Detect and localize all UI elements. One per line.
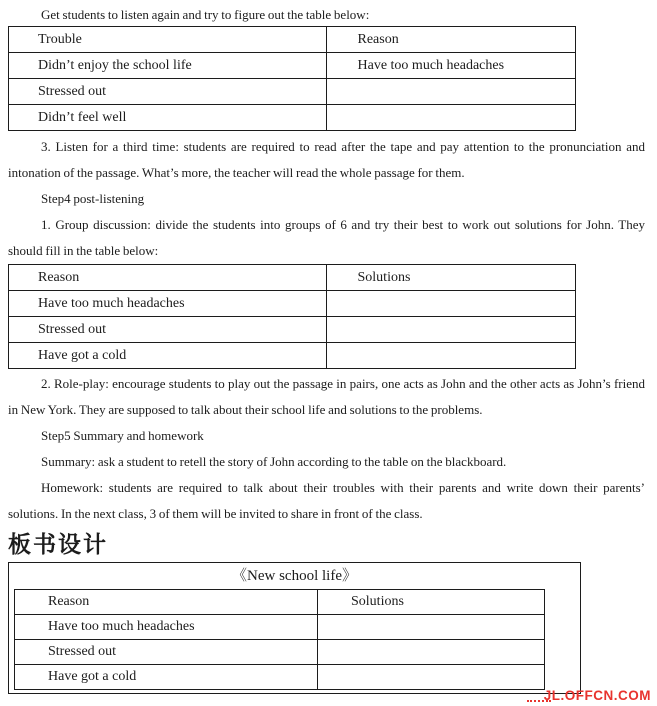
header-cell-trouble: Trouble (9, 27, 327, 53)
header-cell-reason: Reason (9, 265, 327, 291)
table-cell: Stressed out (9, 79, 327, 105)
blackboard-design-box (8, 562, 581, 694)
board-title: 《New school life》 (232, 568, 357, 584)
table-row (15, 615, 545, 640)
table-cell (326, 343, 576, 369)
table-cell: Have too much headaches (326, 53, 576, 79)
table-cell: Have got a cold (9, 343, 327, 369)
table-row (9, 79, 576, 105)
step4-heading: Step4 post-listening (41, 191, 145, 206)
table-cell (318, 640, 545, 665)
table-header-row (15, 590, 545, 615)
table-cell: Didn’t enjoy the school life (9, 53, 327, 79)
table-row (9, 53, 576, 79)
header-cell-solutions: Solutions (318, 590, 545, 615)
table-cell (326, 105, 576, 131)
table-cell: Didn’t feel well (9, 105, 327, 131)
paragraph-group-discussion: 1. Group discussion: divide the students into groups of 6 and try their best to work out solutions for John. They should fill in the table below: (8, 217, 645, 258)
trouble-reason-table (8, 26, 576, 131)
table-cell (318, 615, 545, 640)
table-row (9, 317, 576, 343)
table-cell (326, 79, 576, 105)
table-cell: Have too much headaches (9, 291, 327, 317)
table-cell: Stressed out (9, 317, 327, 343)
table-cell (326, 317, 576, 343)
header-cell-reason: Reason (15, 590, 318, 615)
paragraph-role-play: 2. Role-play: encourage students to play out the passage in pairs, one acts as John and the other acts as John’s friend in New York. They are supposed to talk about their school life and solutions to the problems. (8, 376, 645, 417)
table-header-row (9, 27, 576, 53)
table-cell: Have got a cold (15, 665, 318, 690)
paragraph-homework: Homework: students are required to talk about their troubles with their parents and write down their parents’ solutions. In the next class, 3 of them will be invited to share in front of the class. (8, 480, 645, 521)
table-cell (326, 291, 576, 317)
table-row (9, 343, 576, 369)
header-cell-reason: Reason (326, 27, 576, 53)
step5-heading: Step5 Summary and homework (41, 428, 204, 443)
table-cell (318, 665, 545, 690)
header-cell-solutions: Solutions (326, 265, 576, 291)
board-reason-solutions-table (14, 589, 545, 690)
table-row (15, 640, 545, 665)
table-header-row (9, 265, 576, 291)
offcn-watermark: JL.OFFCN.COM (543, 688, 651, 703)
table-row (15, 665, 545, 690)
table-cell: Have too much headaches (15, 615, 318, 640)
table-row (9, 291, 576, 317)
intro-paragraph: Get students to listen again and try to figure out the table below: (41, 7, 370, 22)
board-design-heading: 板书设计 (8, 531, 108, 557)
paragraph-summary: Summary: ask a student to retell the story of John according to the table on the blackboard. (41, 454, 507, 469)
paragraph-third-listening: 3. Listen for a third time: students are required to read after the tape and pay attention to the pronunciation and intonation of the passage. What’s more, the teacher will read the whole passage for them. (8, 139, 645, 180)
table-row (9, 105, 576, 131)
reason-solutions-table (8, 264, 576, 369)
table-cell: Stressed out (15, 640, 318, 665)
